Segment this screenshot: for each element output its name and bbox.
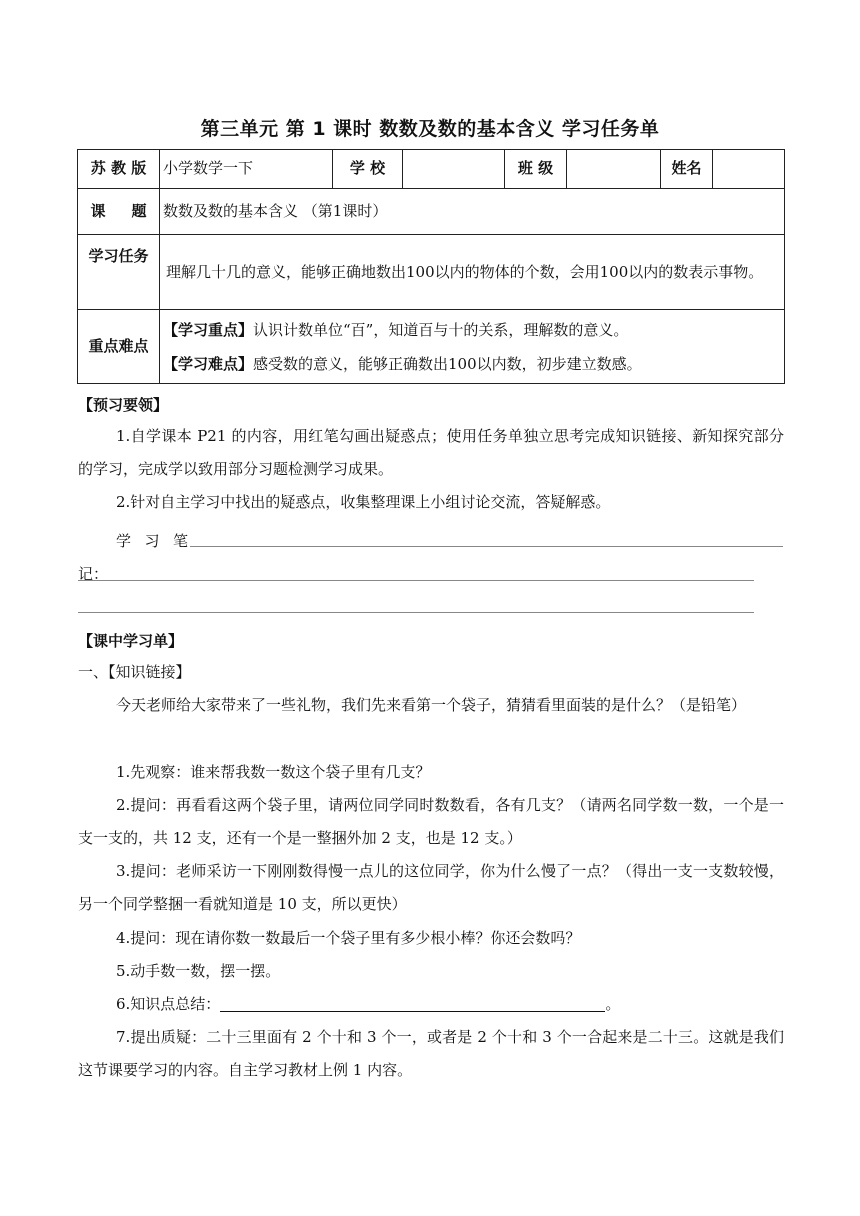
q6-suffix: 。 xyxy=(605,995,621,1013)
info-table xyxy=(77,149,785,384)
lesson-heading: 【课中学习单】 xyxy=(78,632,184,650)
question-4: 4.提问：现在请你数一数最后一个袋子里有多少根小棒？你还会数吗？ xyxy=(116,929,581,947)
question-5: 5.动手数一数，摆一摆。 xyxy=(116,962,281,980)
question-7: 7.提出质疑：二十三里面有 2 个十和 3 个一，或者是 2 个十和 3 个一合起来是二十三。这就是我们这节课要学习的内容。自主学习教材上例 1 内容。 xyxy=(78,1028,784,1079)
notes-line-3[interactable] xyxy=(78,612,754,613)
class-field[interactable] xyxy=(567,150,661,189)
notes-line-1[interactable] xyxy=(190,546,783,547)
task-label: 学习任务 xyxy=(78,235,160,310)
key-point-tag: 【学习重点】 xyxy=(163,320,254,339)
question-6 xyxy=(78,988,784,1021)
summary-blank[interactable] xyxy=(220,993,605,1012)
class-label: 班 级 xyxy=(505,150,567,189)
difficulty-text: 感受数的意义，能够正确数出100以内数，初步建立数感。 xyxy=(253,354,642,373)
key-label: 重点难点 xyxy=(78,310,160,384)
preview-item-2: 2.针对自主学习中找出的疑惑点，收集整理课上小组讨论交流，答疑解惑。 xyxy=(116,493,611,511)
lesson-intro: 今天老师给大家带来了一些礼物，我们先来看第一个袋子，猜猜看里面装的是什么？（是铅笔） xyxy=(116,696,747,714)
topic-label: 课 题 xyxy=(78,189,160,235)
question-3: 3.提问：老师采访一下刚刚数得慢一点儿的这位同学，你为什么慢了一点？（得出一支一支数较慢，另一个同学整捆一看就知道是 10 支，所以更快） xyxy=(78,862,784,913)
key-point-line xyxy=(163,313,781,347)
difficulty-tag: 【学习难点】 xyxy=(163,354,254,373)
name-field[interactable] xyxy=(713,150,785,189)
task-value: 理解几十几的意义，能够正确地数出100以内的物体的个数，会用100以内的数表示事物。 xyxy=(160,235,785,310)
difficulty-line xyxy=(163,347,781,381)
school-field[interactable] xyxy=(403,150,505,189)
section-knowledge-link: 一、【知识链接】 xyxy=(78,663,191,681)
preview-item-1: 1.自学课本 P21 的内容，用红笔勾画出疑惑点；使用任务单独立思考完成知识链接、新知探究部分的学习，完成学以致用部分习题检测学习成果。 xyxy=(78,427,784,478)
notes-line-2[interactable] xyxy=(78,580,754,581)
school-label: 学 校 xyxy=(333,150,403,189)
q6-prefix: 6.知识点总结： xyxy=(116,995,221,1013)
topic-value: 数数及数的基本含义 （第1课时） xyxy=(160,189,785,235)
question-1: 1.先观察：谁来帮我数一数这个袋子里有几支？ xyxy=(116,763,431,781)
preview-heading: 【预习要领】 xyxy=(78,396,169,414)
question-2: 2.提问：再看看这两个袋子里，请两位同学同时数数看，各有几支？（请两名同学数一数，一个是一支一支的，共 12 支，还有一个是一整捆外加 2 支，也是 12 支。） xyxy=(78,796,784,847)
name-label: 姓名 xyxy=(661,150,713,189)
edition-value: 小学数学一下 xyxy=(160,150,333,189)
edition-label: 苏 教 版 xyxy=(78,150,160,189)
key-point-text: 认识计数单位“百”，知道百与十的关系，理解数的意义。 xyxy=(253,320,629,339)
page-title: 第三单元 第 1 课时 数数及数的基本含义 学习任务单 xyxy=(200,118,660,140)
notes-label: 学习笔记： xyxy=(78,532,188,583)
